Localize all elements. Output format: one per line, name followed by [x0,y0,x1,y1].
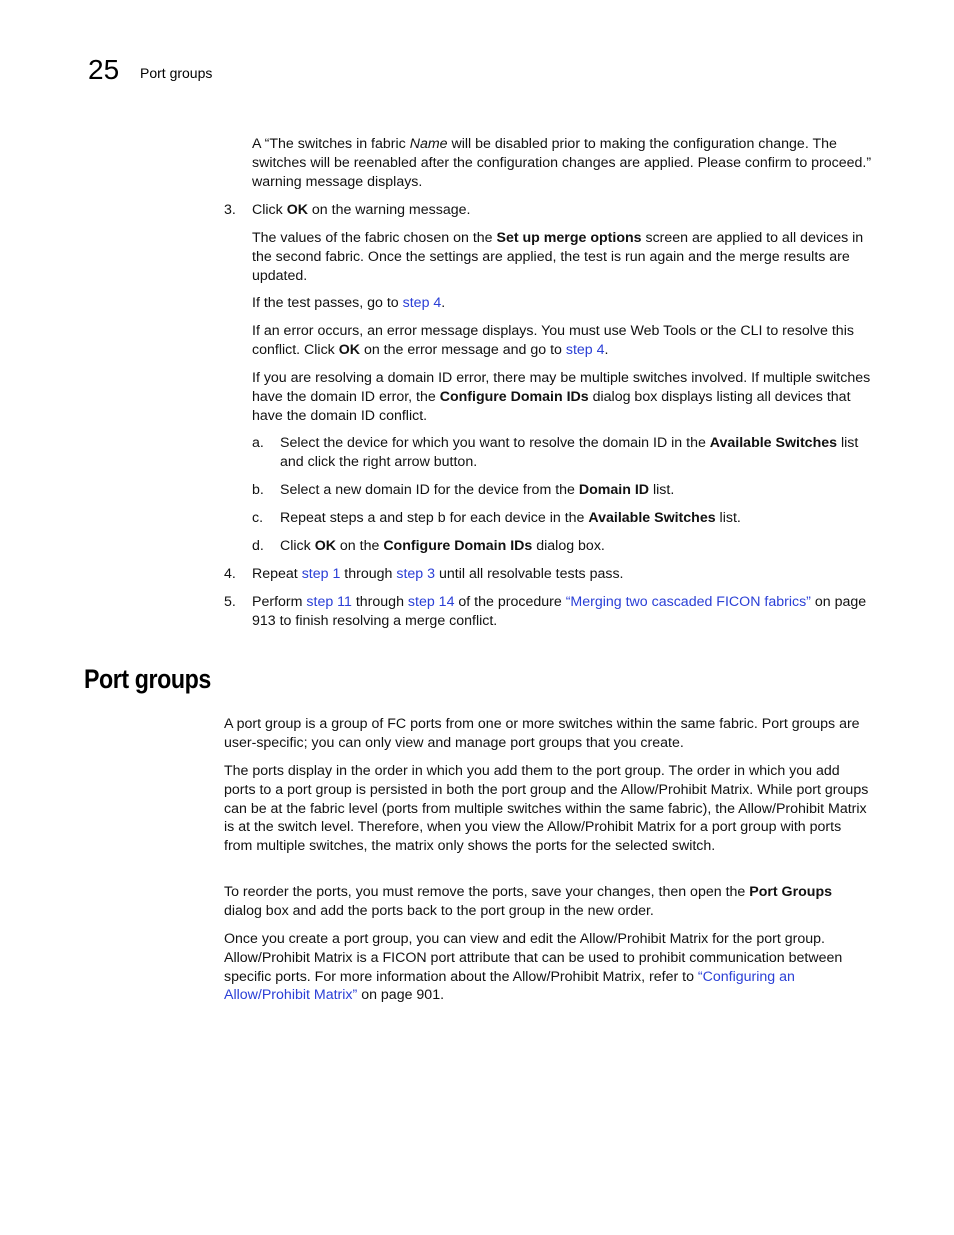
merge-values-paragraph [252,229,872,285]
port-order-paragraph: The ports display in the order in which you add them to the port group. The order in which you add ports to a port group is persisted in both the port group and the Allow/Prohibit Matrix. While port groups can be at the fabric level (ports from multiple switches within the same fabric), the Allow/Prohibit Matrix is at the switch level. Therefore, when you view the Allow/Prohibit Matrix for a port group with ports from multiple switches, the matrix only shows the ports for the selected switch. [224,763,869,855]
text-run: Select a new domain ID for the device from the [280,482,579,498]
substep-a-text [280,434,872,472]
text-run: on page 901. [357,987,445,1004]
step-5-text [252,593,872,631]
step-11-link[interactable]: step 11 [306,594,352,610]
text-run: on the error message and go to [360,341,566,358]
text-run: list. [649,482,675,498]
substep-c-text [280,509,872,528]
available-switches-label: Available Switches [588,510,716,526]
text-run: A “The switches in fabric [252,136,410,152]
text-run: will be disabled prior to making the configuration change. The switches will be reenabled after the configuration changes are applied. Please confirm to proceed.” warning message displays. [252,136,872,190]
error-paragraph [252,322,872,360]
reorder-paragraph [224,883,872,921]
step-4-link[interactable]: step 4 [565,341,605,358]
text-run: dialog box. [532,538,605,554]
merging-ficon-fabrics-link[interactable]: “Merging two cascaded FICON fabrics” [565,594,811,610]
text-run: through [351,594,408,610]
step-4-text [252,565,872,584]
text-run: Once you create a port group, you can view and edit the Allow/Prohibit Matrix for the port group. Allow/Prohibit Matrix is a FICON port attribute that can be used to prohibit communication between specific ports. For more information about the Allow/Prohibit Matrix, refer to [224,931,843,985]
matrix-paragraph [224,930,872,1005]
setup-merge-options-label: Set up merge options [496,230,642,246]
test-passes-paragraph [252,294,872,313]
text-run: Select the device for which you want to resolve the domain ID in the [280,435,710,451]
text-run: . [441,295,446,311]
text-run: dialog box displays listing all devices that have the domain ID conflict. [252,388,851,424]
step-4-link[interactable]: step 4 [402,295,442,311]
text-run: Click [280,538,315,554]
configure-domain-ids-label: Configure Domain IDs [439,388,589,405]
running-title: Port groups [140,65,213,81]
substep-b-text [280,481,872,500]
ok-label: OK [286,202,308,218]
step-3-link[interactable]: step 3 [396,566,436,582]
warning-message-paragraph [252,135,872,191]
step-1-link[interactable]: step 1 [301,566,341,582]
text-run: The values of the fabric chosen on the [252,230,497,246]
substep-letter: c. [252,510,264,526]
text-run: list and click the right arrow button. [280,435,859,470]
text-run: on page 913 to finish resolving a merge conflict. [252,594,867,629]
configuring-matrix-link[interactable]: “Configuring an Allow/Prohibit Matrix” [224,968,795,1004]
section-heading: Port groups [84,664,211,694]
text-run: dialog box and add the ports back to the port group in the new order. [224,902,654,919]
text-run: If the test passes, go to [252,295,403,311]
text-run: on the warning message. [307,202,471,218]
step-3-text [252,201,872,220]
text-run: Repeat steps a and step b for each device in the [280,510,589,526]
text-run: If an error occurs, an error message displays. You must use Web Tools or the CLI to resolve this conflict. Click [252,323,854,358]
text-run: . [604,341,609,358]
substep-letter: a. [252,435,264,451]
text-run: screen are applied to all devices in the second fabric. Once the settings are applied, the test is run again and the merge results are updated. [252,230,864,284]
available-switches-label: Available Switches [709,435,838,451]
step-number: 3. [224,202,236,218]
text-run: Perform [252,594,307,610]
port-groups-label: Port Groups [749,884,832,900]
text-run: To reorder the ports, you must remove the ports, save your changes, then open the [224,884,750,900]
text-run: list. [715,510,741,526]
step-14-link[interactable]: step 14 [407,594,455,610]
port-group-definition-paragraph: A port group is a group of FC ports from one or more switches within the same fabric. Port groups are user-specific; you can only view and manage port groups that you create. [224,716,860,751]
step-number: 5. [224,594,236,610]
fabric-name-italic: Name [409,136,448,152]
text-run: through [340,566,397,582]
configure-domain-ids-label: Configure Domain IDs [383,538,533,554]
ok-label: OK [338,341,360,358]
domain-id-paragraph [252,369,872,425]
ok-label: OK [314,538,336,554]
text-run: Click [252,202,287,218]
domain-id-label: Domain ID [578,482,650,498]
text-run: until all resolvable tests pass. [435,566,624,582]
text-run: Repeat [252,566,302,582]
substep-d-text [280,537,872,556]
substep-letter: b. [252,482,264,498]
text-run: If you are resolving a domain ID error, there may be multiple switches involved. If multiple switches have the domain ID error, the [252,370,871,405]
step-number: 4. [224,566,236,582]
substep-letter: d. [252,538,264,554]
text-run: of the procedure [454,594,566,610]
text-run: on the [335,538,384,554]
chapter-number: 25 [88,54,120,85]
